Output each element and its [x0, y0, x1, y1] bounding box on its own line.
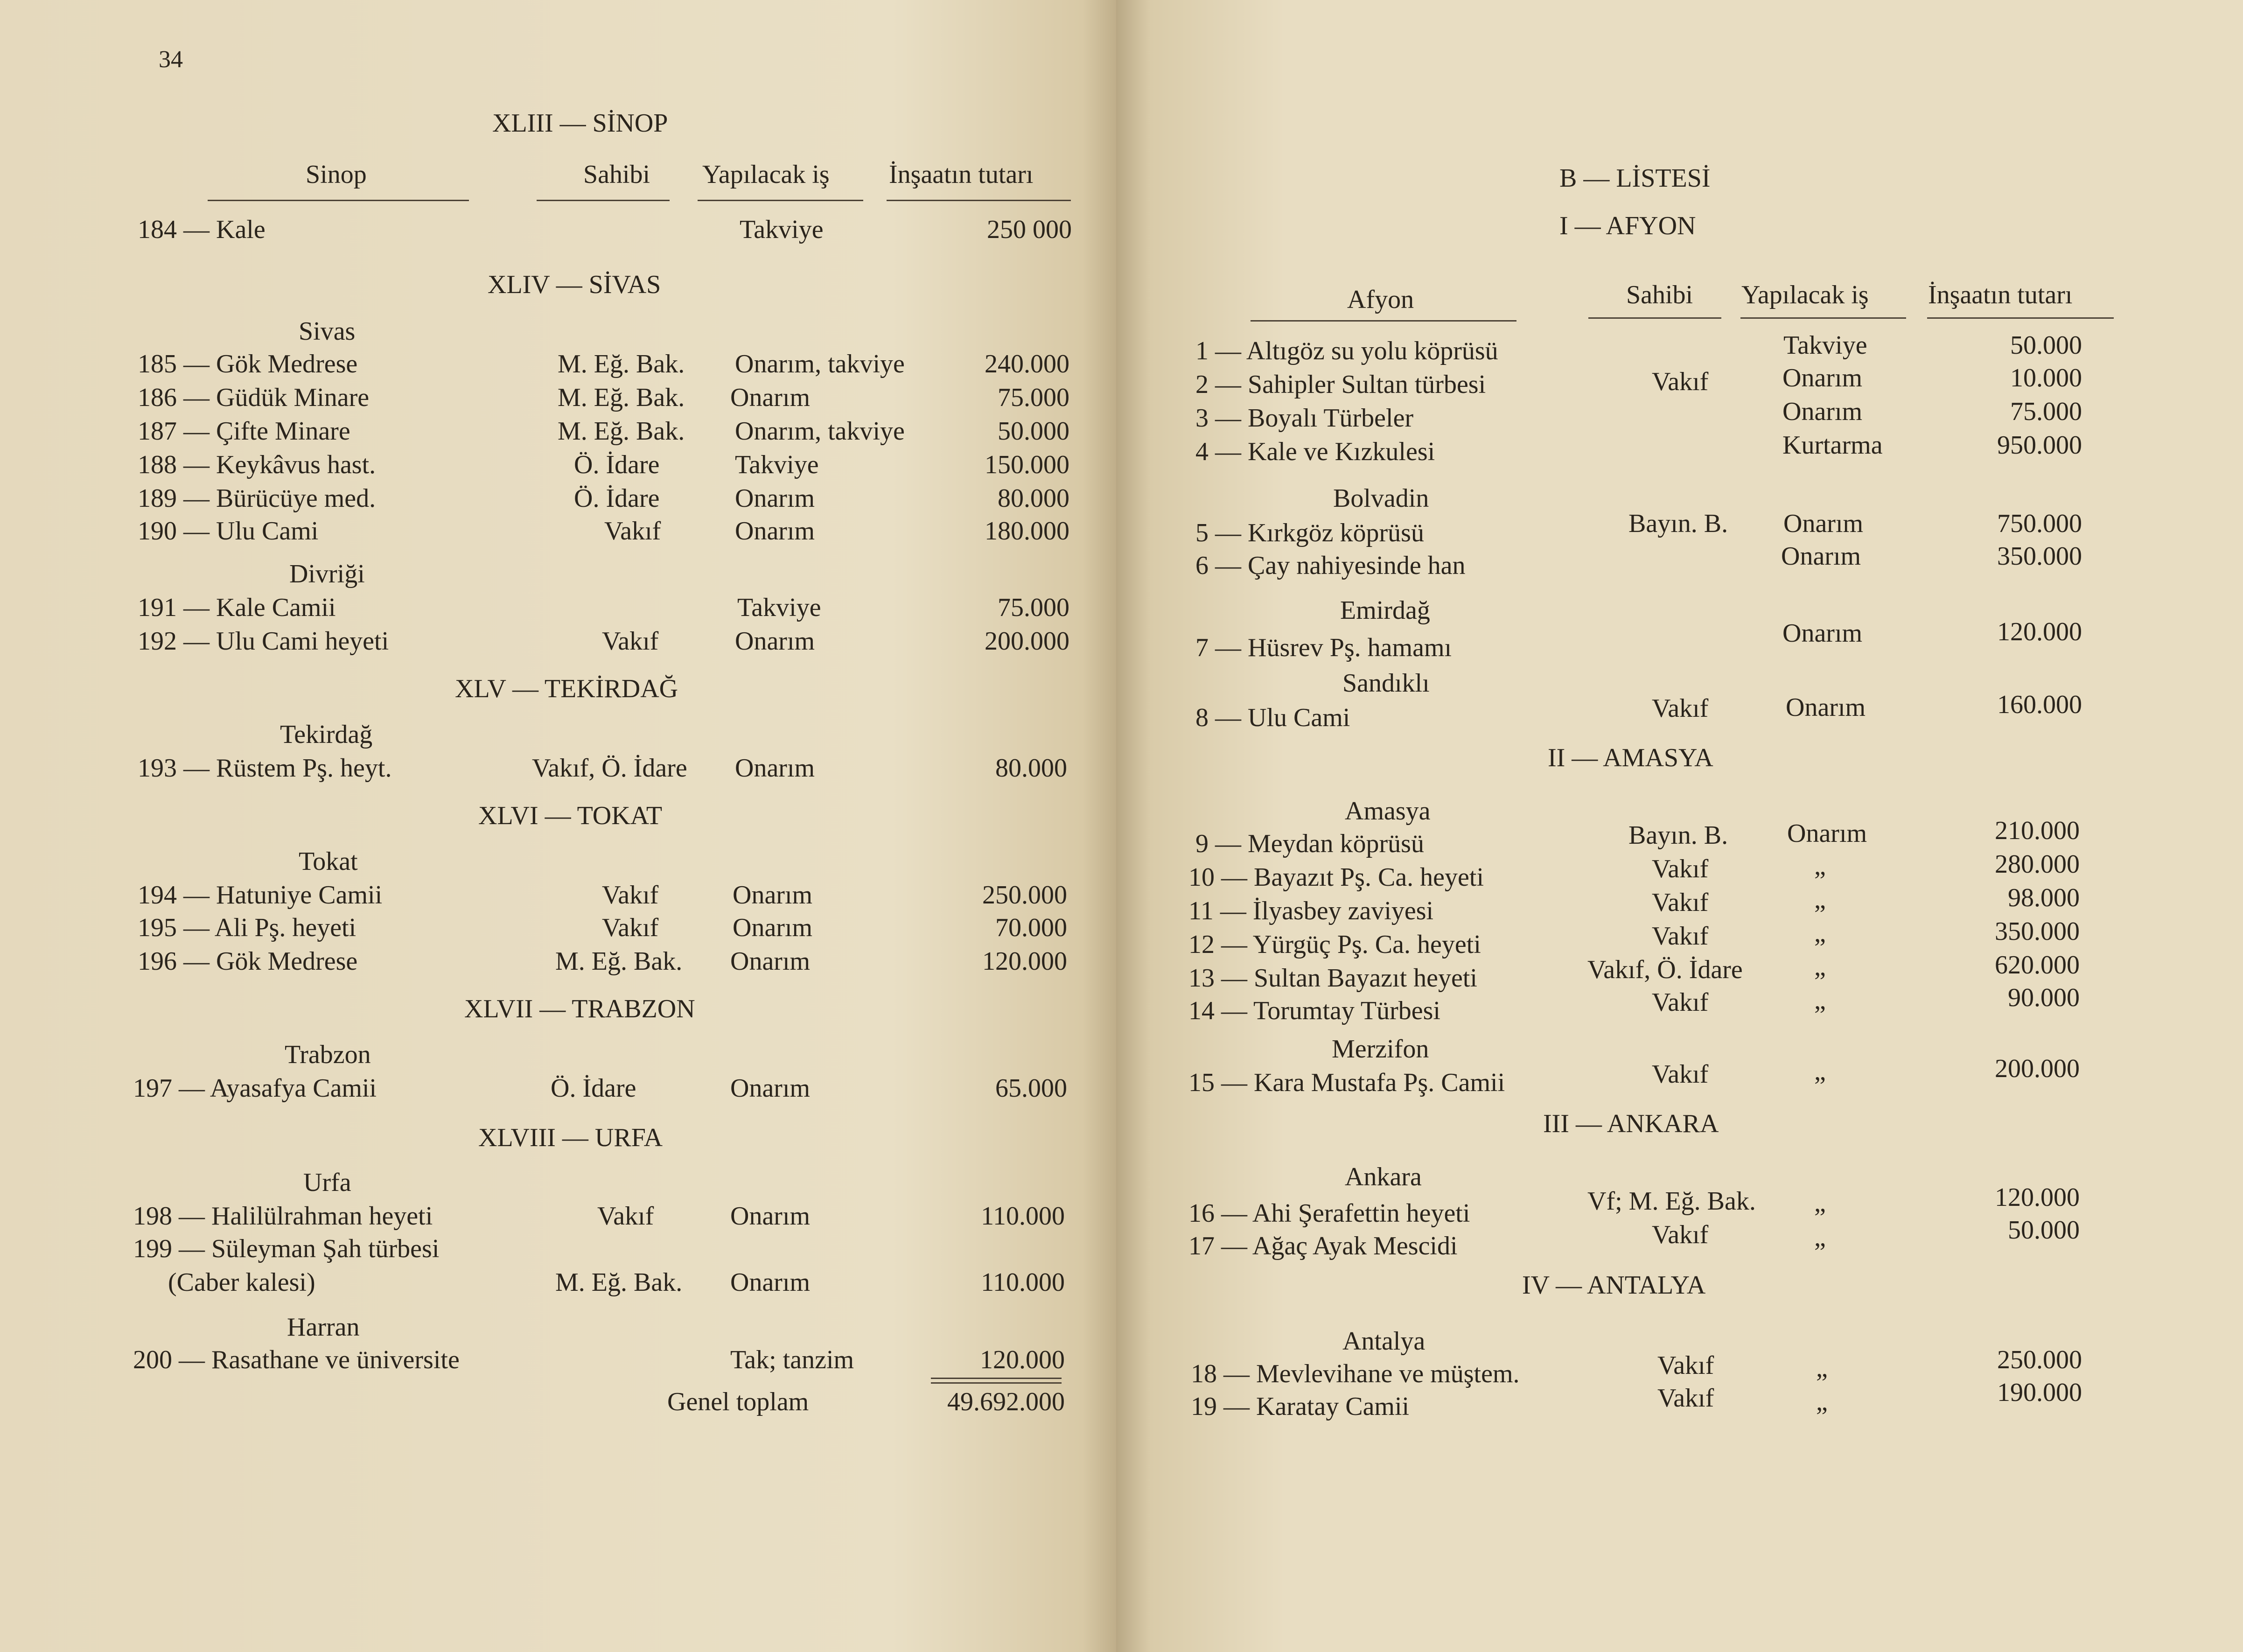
table-row-work: Takviye [735, 450, 819, 479]
table-row-work: „ [1814, 885, 1826, 914]
table-row-name: 189 — Bürücüye med. [138, 484, 376, 513]
group-subtitle: Urfa [303, 1168, 351, 1197]
table-row-owner: Vf; M. Eğ. Bak. [1587, 1187, 1756, 1216]
header-rule [537, 200, 670, 201]
group-subtitle: Tekirdağ [280, 720, 373, 749]
table-row-cost: 150.000 [985, 450, 1069, 479]
table-row-name: 17 — Ağaç Ayak Mescidi [1188, 1232, 1458, 1260]
table-row-name: 3 — Boyalı Türbeler [1195, 404, 1414, 433]
header-rule [208, 200, 469, 201]
table-row-cost: 98.000 [2008, 883, 2080, 912]
table-row-name: 196 — Gök Medrese [138, 947, 358, 976]
table-row-owner: Vakıf [1652, 694, 1709, 723]
table-row-cost: 65.000 [995, 1074, 1067, 1103]
table-row-name: 9 — Meydan köprüsü [1195, 829, 1424, 858]
table-row-cost: 50.000 [2008, 1216, 2080, 1245]
table-row-cost: 50.000 [2010, 331, 2082, 360]
table-row-cost: 950.000 [1997, 431, 2082, 460]
table-row-work: Onarım [730, 1074, 811, 1103]
group-subtitle: Sivas [299, 317, 356, 346]
table-row-name: 18 — Mevlevihane ve müştem. [1191, 1359, 1520, 1388]
table-row-work: Onarım [1783, 509, 1864, 538]
table-row-work: „ [1816, 1354, 1828, 1383]
table-row-cost: 250.000 [982, 881, 1067, 910]
table-row-owner: Vakıf [602, 627, 659, 656]
section-title: XLVIII — URFA [478, 1123, 663, 1152]
section-title: XLIII — SİNOP [492, 109, 668, 138]
table-row-cost: 10.000 [2010, 364, 2082, 392]
table-row-owner: Vakıf [597, 1202, 654, 1231]
table-row-name: 8 — Ulu Cami [1195, 703, 1350, 732]
table-row-name: 195 — Ali Pş. heyeti [138, 913, 356, 942]
table-row-name: 198 — Halilülrahman heyeti [133, 1202, 433, 1231]
left-page [0, 0, 1116, 1652]
table-row-name: 16 — Ahi Şerafettin heyeti [1188, 1199, 1470, 1228]
table-row-cost: 180.000 [985, 517, 1069, 546]
total-value: 49.692.000 [947, 1387, 1065, 1416]
table-row-owner: Vakıf [1652, 367, 1709, 396]
table-row-work: Onarım [1782, 619, 1863, 648]
table-row-cost: 110.000 [981, 1268, 1065, 1297]
table-row-work: Onarım [730, 947, 811, 976]
section-title: XLV — TEKİRDAĞ [455, 674, 678, 703]
table-row-cost: 75.000 [998, 383, 1069, 412]
table-row-cost: 90.000 [2008, 983, 2080, 1012]
table-row-name: 193 — Rüstem Pş. heyt. [138, 754, 392, 783]
table-row-name: 10 — Bayazıt Pş. Ca. heyeti [1188, 863, 1484, 892]
table-row-work: Onarım [733, 913, 813, 942]
table-row-work: „ [1814, 1189, 1826, 1218]
table-row-work: Onarım [730, 1202, 811, 1231]
table-row-owner: Bayın. B. [1628, 821, 1728, 850]
table-row-owner: Bayın. B. [1628, 509, 1728, 538]
table-row-name: 4 — Kale ve Kızkulesi [1195, 437, 1435, 466]
header-rule [698, 200, 863, 201]
page-number: 34 [159, 46, 183, 73]
table-row-owner: Vakıf [602, 913, 659, 942]
table-row-cost: 50.000 [998, 417, 1069, 446]
table-row-name: 194 — Hatuniye Camii [138, 881, 383, 910]
table-row-name: 192 — Ulu Cami heyeti [138, 627, 389, 656]
header-rule [887, 200, 1071, 201]
table-row-name: 15 — Kara Mustafa Pş. Camii [1188, 1068, 1505, 1097]
table-row-work: Onarım [730, 383, 811, 412]
table-row-work: Onarım [735, 627, 815, 656]
table-row-owner: Vakıf, Ö. İdare [1587, 955, 1743, 984]
table-row-cost: 240.000 [985, 350, 1069, 378]
group-subtitle: Trabzon [285, 1040, 371, 1069]
table-row-cost: 110.000 [981, 1202, 1065, 1231]
section-title: XLIV — SİVAS [488, 270, 661, 299]
table-row-work: Onarım [735, 754, 815, 783]
table-row-name: 19 — Karatay Camii [1191, 1392, 1410, 1421]
table-row-cost: 210.000 [1995, 816, 2080, 845]
table-row-name: 185 — Gök Medrese [138, 350, 358, 378]
table-row-work: Onarım [733, 881, 813, 910]
table-row-owner: Vakıf [1652, 988, 1709, 1017]
table-row-work: Onarım [730, 1268, 811, 1297]
table-row-cost: 200.000 [985, 627, 1069, 656]
table-row-owner: Ö. İdare [574, 484, 660, 513]
table-row-cost: 70.000 [995, 913, 1067, 942]
table-row-name: 7 — Hüsrev Pş. hamamı [1195, 633, 1452, 662]
table-row-cost: 200.000 [1995, 1054, 2080, 1083]
section-title: I — AFYON [1559, 211, 1696, 240]
table-row-name: 190 — Ulu Cami [138, 517, 319, 546]
table-row-name: 187 — Çifte Minare [138, 417, 350, 446]
table-row-work: Takviye [1783, 331, 1867, 360]
group-subtitle: Divriği [289, 560, 365, 588]
table-row-owner: Vakıf [1652, 1220, 1709, 1249]
table-row-work: Onarım [1786, 693, 1866, 722]
column-header-place: Afyon [1347, 285, 1414, 314]
table-row-work: Onarım [1781, 542, 1861, 571]
table-row-name: 191 — Kale Camii [138, 593, 336, 622]
table-row-cost: 120.000 [1995, 1183, 2080, 1212]
table-row-name: 5 — Kırkgöz köprüsü [1195, 518, 1424, 547]
table-row-owner: Vakıf [1657, 1384, 1714, 1413]
table-row-owner: Vakıf [1652, 922, 1709, 951]
table-row-owner: Vakıf [1657, 1351, 1714, 1380]
table-row-work: Takviye [737, 593, 821, 622]
header-rule [1740, 317, 1906, 319]
table-row-name: (Caber kalesi) [168, 1268, 315, 1297]
table-row-work: Tak; tanzim [730, 1345, 854, 1374]
table-row-work: Takviye [740, 215, 824, 244]
section-title: II — AMASYA [1548, 743, 1713, 772]
header-rule [1927, 317, 2114, 319]
group-subtitle: Bolvadin [1333, 484, 1429, 513]
table-row-name: 197 — Ayasafya Camii [133, 1074, 377, 1103]
table-row-name: 1 — Altıgöz su yolu köprüsü [1195, 336, 1498, 365]
table-row-name: 14 — Torumtay Türbesi [1188, 996, 1440, 1025]
group-subtitle: Merzifon [1332, 1035, 1429, 1064]
table-row-cost: 120.000 [980, 1345, 1065, 1374]
section-title: III — ANKARA [1543, 1109, 1719, 1138]
header-rule [1251, 320, 1516, 322]
table-row-cost: 250.000 [1997, 1345, 2082, 1374]
table-row-name: 6 — Çay nahiyesinde han [1195, 551, 1466, 580]
group-subtitle: Amasya [1345, 797, 1431, 826]
section-title: XLVII — TRABZON [464, 994, 695, 1023]
table-row-work: Onarım [735, 517, 815, 546]
table-row-work: Kurtarma [1782, 431, 1883, 460]
table-row-owner: Ö. İdare [574, 450, 660, 479]
table-row-cost: 75.000 [998, 593, 1069, 622]
table-row-cost: 620.000 [1995, 951, 2080, 980]
table-row-owner: M. Eğ. Bak. [555, 1268, 683, 1297]
column-header-cost: İnşaatın tutarı [889, 160, 1034, 189]
table-row-cost: 80.000 [995, 754, 1067, 783]
table-row-owner: M. Eğ. Bak. [555, 947, 683, 976]
table-row-cost: 80.000 [998, 484, 1069, 513]
table-row-work: „ [1814, 1223, 1826, 1252]
table-row-work: „ [1814, 952, 1826, 981]
table-row-name: 186 — Güdük Minare [138, 383, 370, 412]
group-subtitle: Tokat [299, 847, 358, 876]
table-row-owner: Vakıf [1652, 854, 1709, 883]
table-row-name: 11 — İlyasbey zaviyesi [1188, 896, 1434, 925]
section-title: IV — ANTALYA [1522, 1271, 1706, 1300]
group-subtitle: Antalya [1342, 1327, 1425, 1356]
table-row-name: 12 — Yürgüç Pş. Ca. heyeti [1188, 930, 1481, 959]
column-header-place: Sinop [306, 160, 367, 189]
table-row-owner: M. Eğ. Bak. [558, 350, 685, 378]
table-row-name: 188 — Keykâvus hast. [138, 450, 376, 479]
table-row-owner: M. Eğ. Bak. [558, 417, 685, 446]
table-row-name: 184 — Kale [138, 215, 266, 244]
table-row-cost: 280.000 [1995, 850, 2080, 879]
table-row-owner: Vakıf, Ö. İdare [532, 754, 687, 783]
table-row-work: Onarım, takviye [735, 350, 905, 378]
group-subtitle: Sandıklı [1342, 669, 1430, 698]
list-title: B — LİSTESİ [1559, 164, 1711, 193]
table-row-work: Onarım [735, 484, 815, 513]
table-row-cost: 750.000 [1997, 509, 2082, 538]
table-row-owner: Vakıf [1652, 888, 1709, 917]
table-row-cost: 120.000 [982, 947, 1067, 976]
total-rule [931, 1378, 1062, 1379]
total-label: Genel toplam [667, 1387, 809, 1416]
table-row-work: „ [1814, 852, 1826, 881]
table-row-work: „ [1814, 986, 1826, 1015]
column-header-owner: Sahibi [583, 160, 650, 189]
table-row-cost: 120.000 [1997, 617, 2082, 646]
table-row-cost: 190.000 [1997, 1378, 2082, 1407]
section-title: XLVI — TOKAT [478, 801, 663, 830]
table-row-work: Onarım [1787, 819, 1867, 848]
column-header-owner: Sahibi [1626, 280, 1693, 309]
group-subtitle: Emirdağ [1340, 596, 1430, 625]
column-header-cost: İnşaatın tutarı [1928, 280, 2073, 309]
table-row-owner: Vakıf [602, 881, 659, 910]
table-row-cost: 160.000 [1997, 690, 2082, 719]
table-row-name: 2 — Sahipler Sultan türbesi [1195, 370, 1486, 399]
table-row-work: Onarım, takviye [735, 417, 905, 446]
total-rule [931, 1382, 1062, 1384]
group-subtitle: Ankara [1345, 1162, 1422, 1191]
table-row-name: 13 — Sultan Bayazıt heyeti [1188, 964, 1477, 993]
table-row-owner: Vakıf [1652, 1060, 1709, 1089]
right-page [1116, 0, 2243, 1652]
table-row-owner: M. Eğ. Bak. [558, 383, 685, 412]
table-row-name: 199 — Süleyman Şah türbesi [133, 1234, 440, 1263]
table-row-work: „ [1816, 1387, 1828, 1416]
table-row-cost: 250 000 [987, 215, 1072, 244]
table-row-name: 200 — Rasathane ve üniversite [133, 1345, 460, 1374]
column-header-work: Yapılacak iş [1741, 280, 1869, 309]
table-row-owner: Ö. İdare [551, 1074, 636, 1103]
table-row-cost: 75.000 [2010, 397, 2082, 426]
table-row-work: Onarım [1782, 397, 1863, 426]
table-row-owner: Vakıf [604, 517, 661, 546]
group-subtitle: Harran [287, 1313, 360, 1342]
table-row-work: Onarım [1782, 364, 1863, 392]
column-header-work: Yapılacak iş [702, 160, 830, 189]
table-row-work: „ [1814, 919, 1826, 948]
table-row-cost: 350.000 [1995, 917, 2080, 946]
table-row-work: „ [1814, 1057, 1826, 1086]
header-rule [1588, 317, 1721, 319]
table-row-cost: 350.000 [1997, 542, 2082, 571]
